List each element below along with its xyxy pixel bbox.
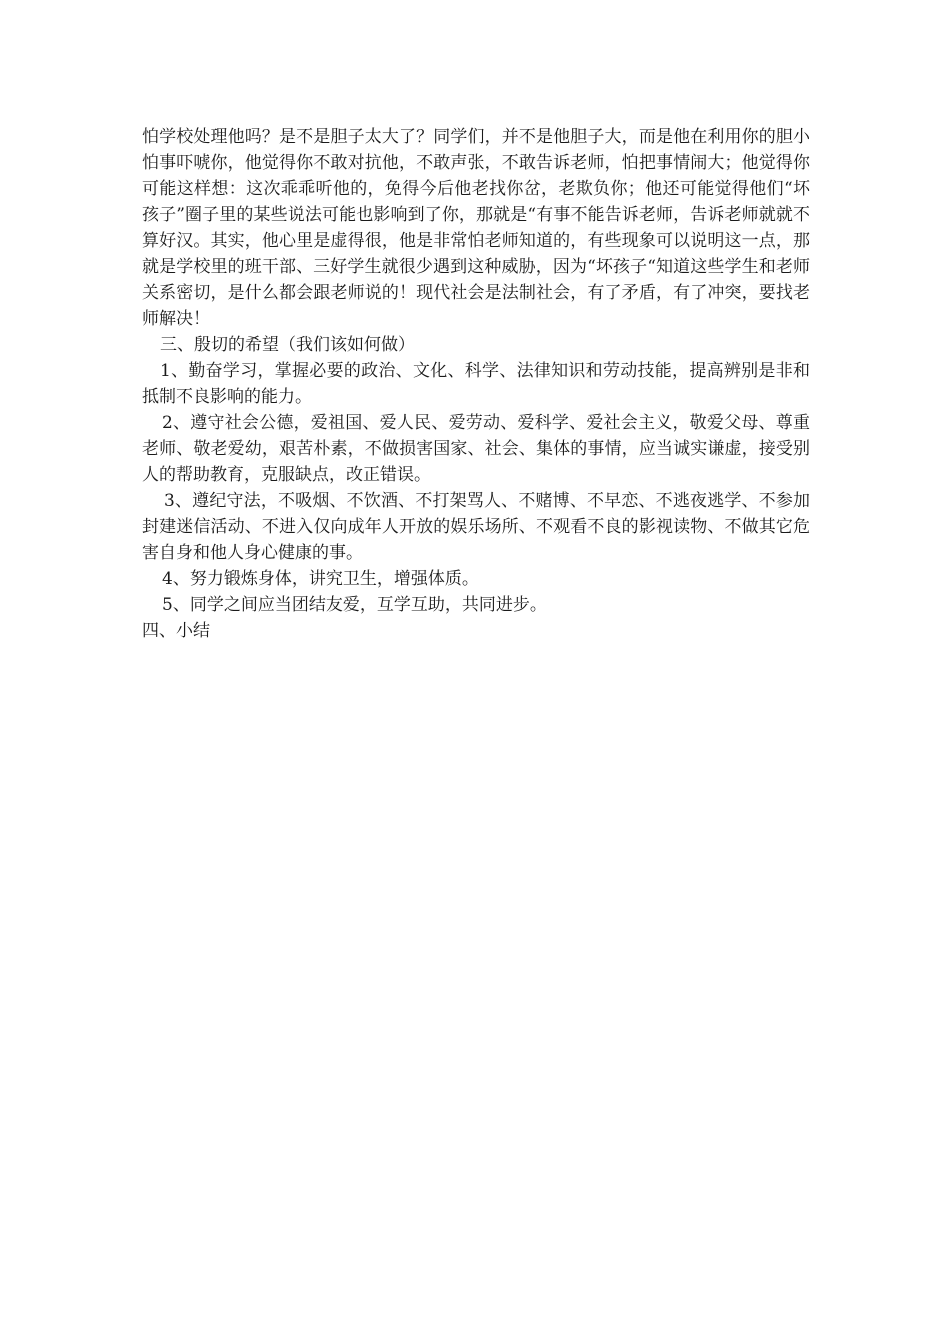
paragraph-continuation: 怕学校处理他吗？是不是胆子太大了？同学们，并不是他胆子大，而是他在利用你的胆小怕事吓唬你，他觉得你不敢对抗他，不敢声张，不敢告诉老师，怕把事情闹大；他觉得你可能这样想：这次乖乖听他的，免得今后他老找你岔，老欺负你；他还可能觉得他们“坏孩子”圈子里的某些说法可能也影响到了你，那就是“有事不能告诉老师，告诉老师就就不算好汉。其实，他心里是虚得很，他是非常怕老师知道的，有些现象可以说明这一点，那就是学校里的班干部、三好学生就很少遇到这种威胁，因为“坏孩子“知道这些学生和老师关系密切，是什么都会跟老师说的！现代社会是法制社会，有了矛盾，有了冲突，要找老师解决！	[142, 127, 810, 329]
list-item-5: 5、同学之间应当团结友爱，互学互助，共同进步。	[162, 595, 547, 615]
section-heading-three: 三、殷切的希望（我们该如何做）	[160, 335, 415, 355]
list-item-2: 2、遵守社会公德，爱祖国、爱人民、爱劳动、爱科学、爱社会主义，敬爱父母、尊重老师、敬老爱幼，艰苦朴素，不做损害国家、社会、集体的事情，应当诚实谦虚，接受别人的帮助教育，克服缺点，改正错误。	[142, 413, 810, 485]
document-body	[142, 124, 810, 644]
list-item-3: 3、遵纪守法，不吸烟、不饮酒、不打架骂人、不赌博、不早恋、不逃夜逃学、不参加封建迷信活动、不进入仅向成年人开放的娱乐场所、不观看不良的影视读物、不做其它危害自身和他人身心健康的事。	[142, 491, 810, 563]
section-heading-four: 四、小结	[142, 621, 210, 641]
list-item-4: 4、努力锻炼身体，讲究卫生，增强体质。	[162, 569, 479, 589]
list-item-1: 1、勤奋学习，掌握必要的政治、文化、科学、法律知识和劳动技能，提高辨别是非和抵制不良影响的能力。	[142, 361, 810, 407]
